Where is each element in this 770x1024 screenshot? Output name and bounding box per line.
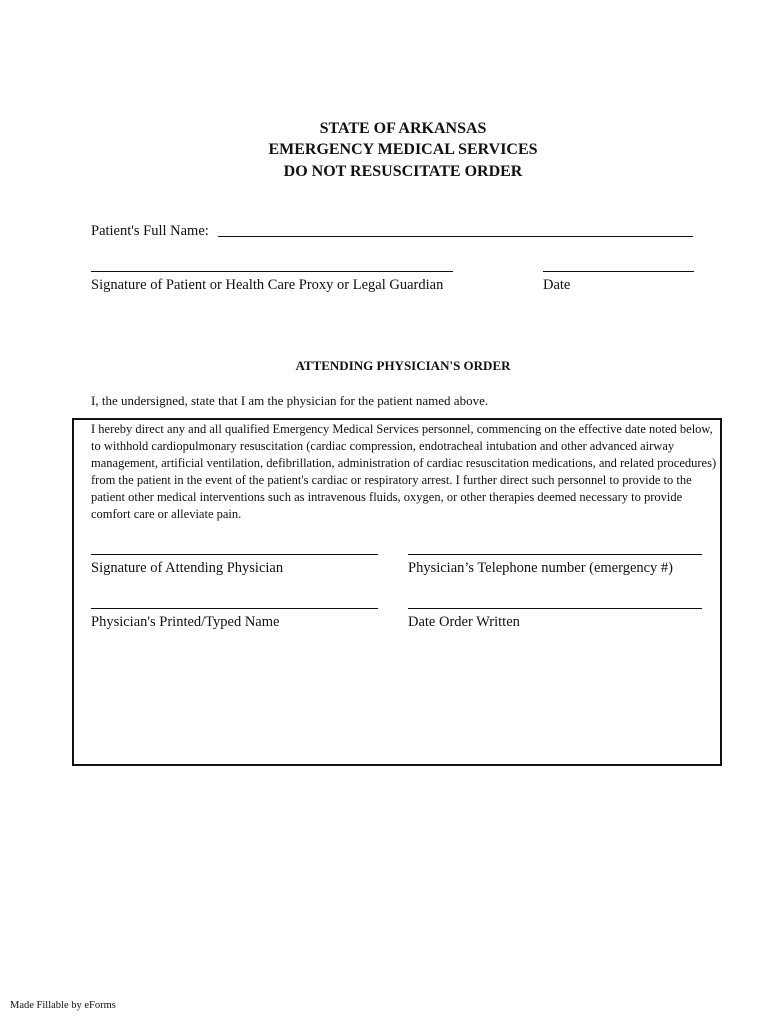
- physician-printed-name-label: Physician's Printed/Typed Name: [91, 614, 280, 630]
- date-order-written-field[interactable]: [408, 608, 702, 609]
- order-paragraph: I hereby direct any and all qualified Emergency Medical Services personnel, commencing on the effective date noted below, to withhold cardiopulmonary resuscitation (cardiac compression, endotracheal intubation and other advanced airway management, artificial ventilation, defibrillation, administration of cardiac resuscitation medications, and related procedures) from the patient in the event of the patient's cardiac or respiratory arrest. I further direct such personnel to provide to the patient other medical interventions such as intravenous fluids, oxygen, or other therapies deemed necessary to provide comfort care or alleviate pain.: [91, 422, 717, 521]
- physician-signature-field[interactable]: [91, 554, 378, 555]
- physician-intro-text: I, the undersigned, state that I am the physician for the patient named above.: [91, 393, 489, 408]
- physician-phone-label: Physician’s Telephone number (emergency #): [408, 560, 674, 576]
- patient-date-field[interactable]: [543, 271, 694, 272]
- footer-credit: Made Fillable by eForms: [10, 1000, 116, 1011]
- patient-date-label: Date: [543, 277, 571, 293]
- date-order-written-label: Date Order Written: [408, 614, 520, 630]
- form-title-state: STATE OF ARKANSAS: [319, 120, 487, 137]
- physician-phone-field[interactable]: [408, 554, 702, 555]
- physician-order-heading: ATTENDING PHYSICIAN'S ORDER: [295, 358, 511, 373]
- physician-printed-name-field[interactable]: [91, 608, 378, 609]
- patient-name-field[interactable]: [218, 236, 693, 237]
- form-title-order: DO NOT RESUSCITATE ORDER: [283, 163, 523, 180]
- patient-signature-field[interactable]: [91, 271, 453, 272]
- physician-signature-label: Signature of Attending Physician: [91, 560, 284, 576]
- patient-signature-label: Signature of Patient or Health Care Proxy or Legal Guardian: [91, 277, 444, 293]
- form-title-agency: EMERGENCY MEDICAL SERVICES: [268, 141, 538, 158]
- patient-name-label: Patient's Full Name:: [91, 223, 209, 239]
